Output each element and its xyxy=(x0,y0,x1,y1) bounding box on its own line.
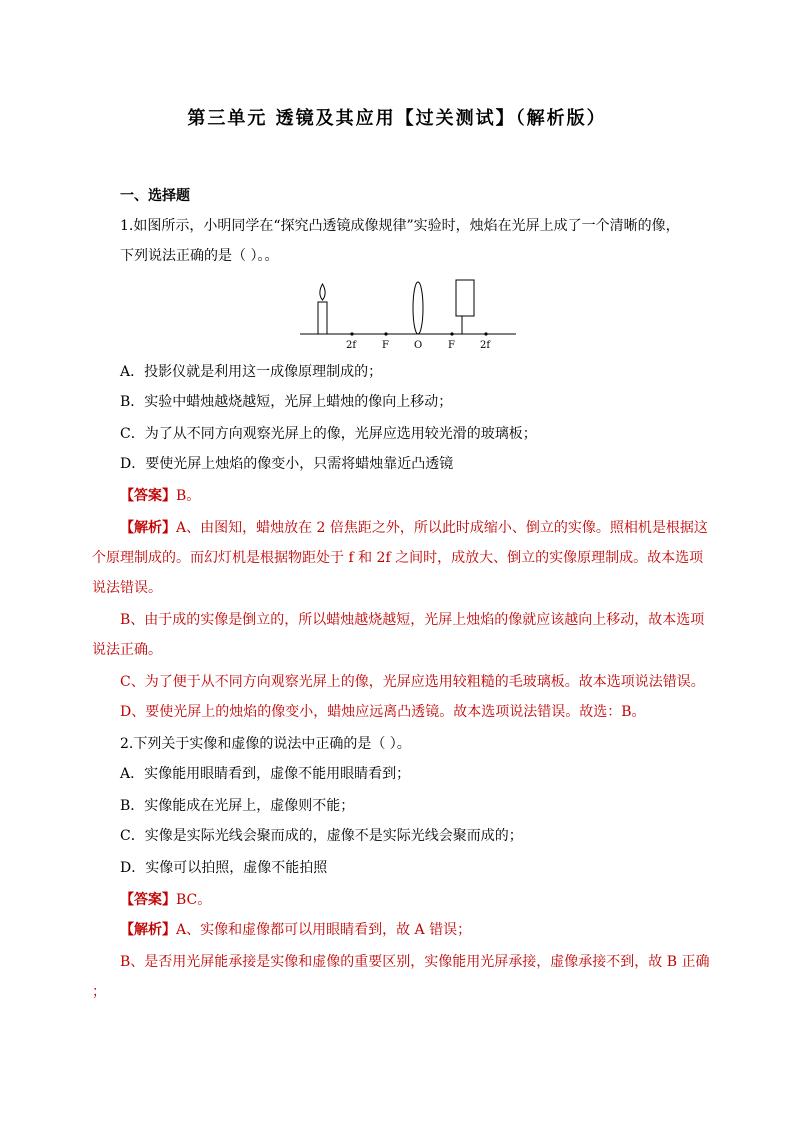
label-f-left: F xyxy=(382,340,389,351)
question-1-analysis-line-7: D、要使光屏上的烛焰的像变小，蜡烛应远离凸透镜。故本选项说法错误。故选：B。 xyxy=(120,704,646,720)
analysis-text: A、由图知，蜡烛放在 2 倍焦距之外，所以此时成缩小、倒立的实像。照相机是根据这 xyxy=(176,520,708,536)
question-2-option-b: B．实像能成在光屏上，虚像则不能； xyxy=(120,798,355,814)
candle-flame xyxy=(320,284,325,300)
convex-lens-diagram xyxy=(300,278,520,352)
analysis-text: A、实像和虚像都可以用眼睛看到，故 A 错误； xyxy=(176,922,472,938)
light-screen xyxy=(456,280,474,316)
question-1-answer xyxy=(120,486,200,506)
candle xyxy=(318,302,327,334)
point-2f-left xyxy=(350,332,353,335)
question-2-analysis-line-3: ； xyxy=(92,984,106,1000)
question-2-option-a: A．实像能用眼睛看到，虚像不能用眼睛看到； xyxy=(120,766,411,782)
label-o: O xyxy=(414,340,423,351)
question-1-analysis-line-1 xyxy=(120,518,708,538)
question-1-analysis-line-5: 说法正确。 xyxy=(92,642,162,658)
answer-text: BC。 xyxy=(176,892,212,908)
question-1-analysis-line-6: C、为了便于从不同方向观察光屏上的像，光屏应选用较粗糙的毛玻璃板。故本选项说法错误。 xyxy=(120,674,705,690)
question-2-option-d: D．实像可以拍照，虚像不能拍照 xyxy=(120,860,328,876)
point-2f-right xyxy=(484,332,487,335)
document-title: 第三单元 透镜及其应用【过关测试】（解析版） xyxy=(187,108,607,129)
question-1-analysis-line-3: 说法错误。 xyxy=(92,580,162,596)
analysis-tag: 【解析】 xyxy=(120,922,176,938)
label-2f-right: 2f xyxy=(480,340,491,351)
question-1-option-d: D．要使光屏上烛焰的像变小，只需将蜡烛靠近凸透镜 xyxy=(120,456,454,472)
answer-text: B。 xyxy=(176,488,201,504)
question-2-answer xyxy=(120,890,211,910)
label-2f-left: 2f xyxy=(346,340,357,351)
answer-tag: 【答案】 xyxy=(120,488,176,504)
question-2-stem: 2.下列关于实像和虚像的说法中正确的是（ ）。 xyxy=(120,736,411,752)
question-1-stem-cont: 下列说法正确的是（ ）。。 xyxy=(120,248,279,264)
point-f-right xyxy=(450,332,453,335)
section-heading: 一、选择题 xyxy=(120,188,190,204)
point-f-left xyxy=(384,332,387,335)
question-1-stem: 1.如图所示，小明同学在“探究凸透镜成像规律”实验时，烛焰在光屏上成了一个清晰的像， xyxy=(120,218,680,234)
question-2-analysis-line-2: B、是否用光屏能承接是实像和虚像的重要区别，实像能用光屏承接，虚像承接不到，故 B 正确 xyxy=(120,954,710,970)
answer-tag: 【答案】 xyxy=(120,892,176,908)
question-1-option-a: A．投影仪就是利用这一成像原理制成的； xyxy=(120,364,383,380)
label-f-right: F xyxy=(448,340,455,351)
question-1-analysis-line-4: B、由于成的实像是倒立的，所以蜡烛越烧越短，光屏上烛焰的像就应该越向上移动，故本选项 xyxy=(120,612,705,628)
question-1-option-b: B．实验中蜡烛越烧越短，光屏上蜡烛的像向上移动； xyxy=(120,394,453,410)
question-2-option-c: C．实像是实际光线会聚而成的，虚像不是实际光线会聚而成的； xyxy=(120,828,523,844)
question-1-analysis-line-2: 个原理制成的。而幻灯机是根据物距处于 f 和 2f 之间时，成放大、倒立的实像原理制成。故本选项 xyxy=(92,550,704,566)
convex-lens xyxy=(413,282,423,334)
question-2-analysis-line-1 xyxy=(120,920,471,940)
analysis-tag: 【解析】 xyxy=(120,520,176,536)
question-1-option-c: C．为了从不同方向观察光屏上的像，光屏应选用较光滑的玻璃板； xyxy=(120,426,537,442)
